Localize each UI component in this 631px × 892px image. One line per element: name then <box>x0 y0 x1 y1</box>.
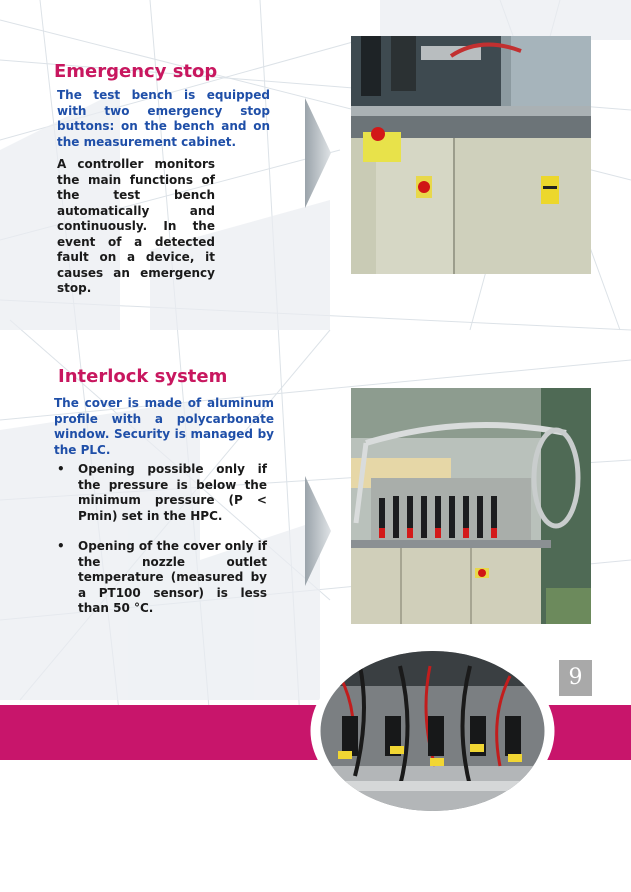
nozzle-detail-photo <box>310 646 555 816</box>
emergency-stop-body: A controller monitors the main functions of the test bench automatically and continuously. In the event of a detected fault on a device, it causes an emergency stop. <box>57 157 215 295</box>
emergency-stop-photo <box>351 36 591 274</box>
arrow-right-icon <box>305 476 331 586</box>
bullet-icon: • <box>57 539 65 553</box>
section-title-emergency-stop: Emergency stop <box>54 61 218 82</box>
page-number: 9 <box>559 660 592 696</box>
bullet-icon: • <box>57 462 65 476</box>
interlock-bullet-list <box>57 462 267 632</box>
section-title-interlock-system: Interlock system <box>58 366 228 387</box>
arrow-right-icon <box>305 98 331 208</box>
list-item <box>57 462 267 524</box>
emergency-stop-intro: The test bench is equipped with two emergency stop buttons: on the bench and on the measurement cabinet. <box>57 88 270 149</box>
list-item-text: Opening of the cover only if the nozzle outlet temperature (measured by a PT100 sensor) is less than 50 °C. <box>78 539 267 615</box>
list-item <box>57 539 267 617</box>
list-item-text: Opening possible only if the pressure is below the minimum pressure (P < Pmin) set in the HPC. <box>78 462 267 523</box>
interlock-cover-photo <box>351 388 591 624</box>
interlock-intro: The cover is made of aluminum profile with a polycarbonate window. Security is managed by the PLC. <box>54 396 274 457</box>
